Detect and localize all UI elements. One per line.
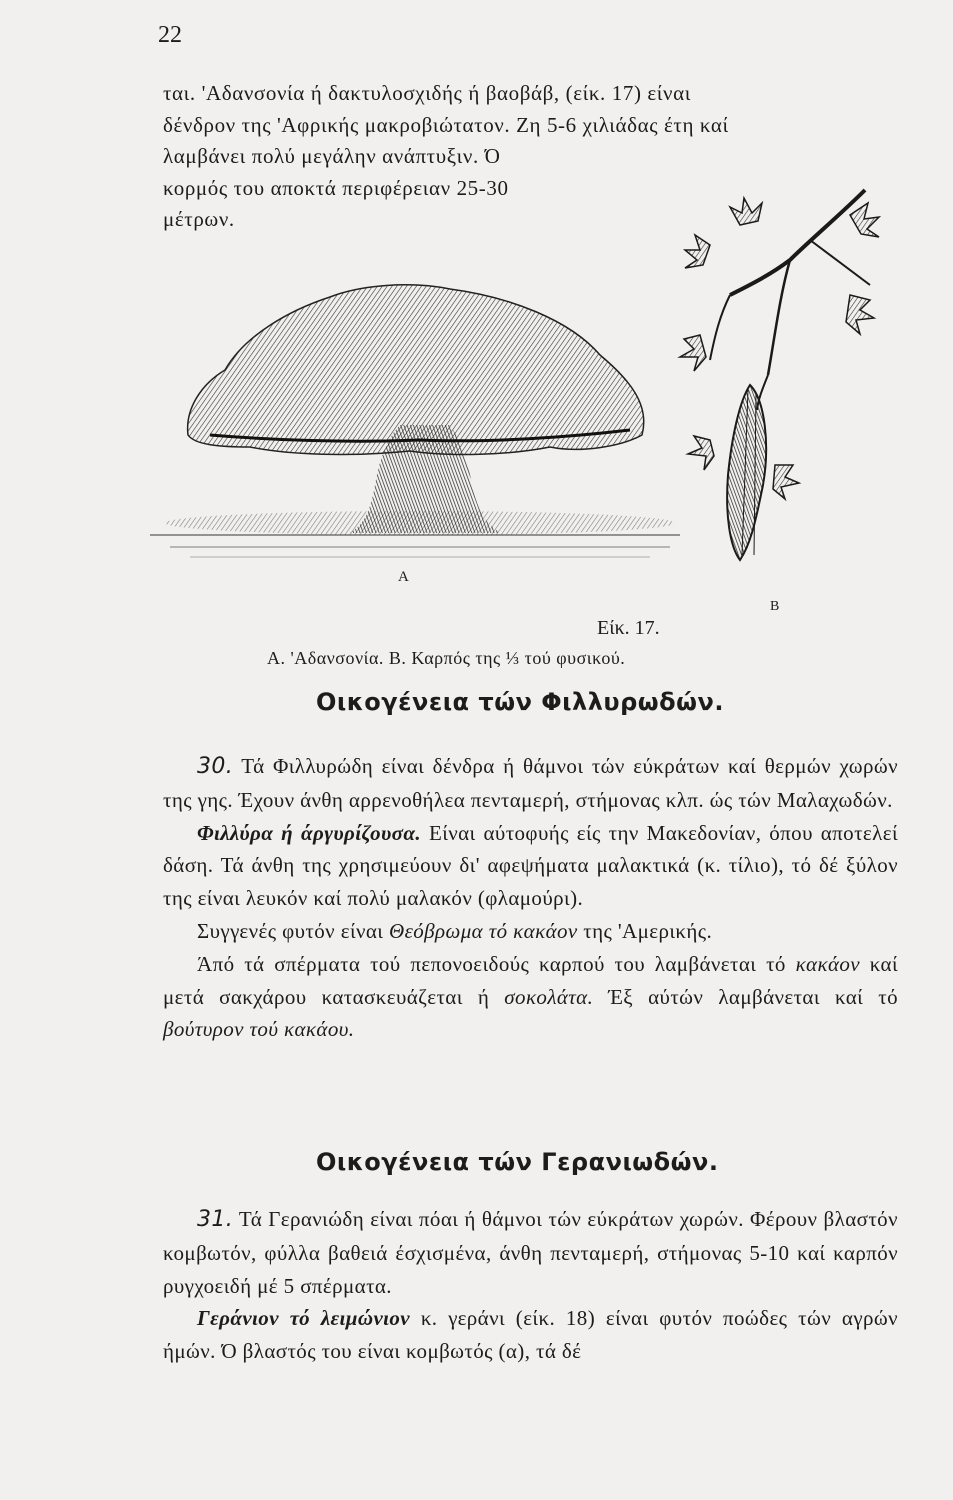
paragraph-text: κ. γεράνι (είκ. 18) είναι φυτόν ποώδες τών αγρών ήμών. Ό βλαστός του είναι κομβωτός (α), τά δέ: [163, 1306, 898, 1364]
term-cocoa: κακάον: [795, 951, 860, 976]
section-31-paragraph: [163, 1203, 898, 1302]
figure-label-a: Α: [398, 569, 409, 585]
intro-line: κορμός του αποκτά περιφέρειαν 25-30: [163, 175, 509, 200]
species-term: Φιλλύρα ή άργυρίζουσα.: [197, 820, 422, 845]
intro-line: δένδρον της 'Αφρικής μακροβιώτατον. Ζη 5-6 χιλιάδας έτη καί: [163, 112, 729, 137]
baobab-illustration: [150, 185, 900, 615]
paragraph-text: Είναι αύτοφυής είς την Μακεδονίαν, όπου αποτελεί δάση. Τά άνθη της χρησιμεύουν δι' αφεψήματα μαλακτικά (κ. τίλιο), τό δέ ξύλον της είναι λευκόν καί πολύ μαλακόν (φλαμούρι).: [163, 820, 898, 911]
paragraph-text: Άπό τά σπέρματα τού πεπονοειδούς καρπού του λαμβάνεται τό: [197, 951, 786, 976]
term-cocoa-butter: βούτυρον τού κακάου.: [163, 1017, 355, 1042]
section-30-paragraph: [163, 750, 898, 817]
section-heading-geranion: Οικογένεια τών Γερανιωδών.: [316, 1148, 719, 1176]
term-chocolate: σοκολάτα.: [504, 984, 594, 1009]
cocoa-paragraph: [163, 948, 898, 1046]
figure-caption: Είκ. 17.: [597, 617, 660, 639]
paragraph-text: καί μετά σακχάρου κατασκευάζεται ή: [163, 951, 898, 1009]
geranium-paragraph: [163, 1302, 898, 1368]
phillyra-paragraph: [163, 817, 898, 915]
intro-line: μέτρων.: [163, 207, 235, 231]
section-30-text: [163, 750, 898, 1046]
paragraph-text: Τά Φιλλυρώδη είναι δένδρα ή θάμνοι τών εύκράτων καί θερμών χωρών της γης. Έχουν άνθη αρρενοθήλεα πενταμερή, στήμονας κλπ. ώς τών Μαλαχωδών.: [163, 754, 898, 812]
figure-label-b: Β: [770, 599, 780, 614]
baobab-fruit-branch: [680, 190, 879, 560]
section-31-text: [163, 1203, 898, 1368]
paragraph-text: της 'Αμερικής.: [583, 918, 713, 943]
section-heading-phillyrodon: Οικογένεια τών Φιλλυρωδών.: [316, 688, 724, 716]
section-number: 31.: [197, 1207, 234, 1232]
paragraph-text: Τά Γερανιώδη είναι πόαι ή θάμνοι τών εύκράτων χωρών. Φέρουν βλαστόν κομβωτόν, φύλλα βαθειά έσχισμένα, άνθη πενταμερή, στήμονας 5-10 καί καρπόν ρυγχοειδή μέ 5 σπέρματα.: [163, 1207, 898, 1298]
figure-17: [150, 185, 900, 655]
intro-line: ται. 'Αδανσονία ή δακτυλοσχιδής ή βαοβάβ, (είκ. 17) είναι: [163, 81, 692, 105]
theobroma-paragraph: [163, 915, 898, 948]
paragraph-text: Συγγενές φυτόν είναι: [197, 918, 384, 943]
baobab-tree: [150, 285, 680, 557]
figure-legend: Α. 'Αδανσονία. Β. Καρπός της ⅓ τού φυσικού.: [267, 648, 626, 668]
species-term: Θεόβρωμα τό κακάον: [389, 918, 578, 943]
species-term: Γεράνιον τό λειμώνιον: [197, 1306, 411, 1331]
paragraph-text: Έξ αύτών λαμβάνεται καί τό: [608, 984, 899, 1009]
section-number: 30.: [197, 754, 234, 779]
page-number: 22: [158, 22, 182, 48]
intro-line: λαμβάνει πολύ μεγάλην ανάπτυξιν. Ό: [163, 144, 501, 168]
